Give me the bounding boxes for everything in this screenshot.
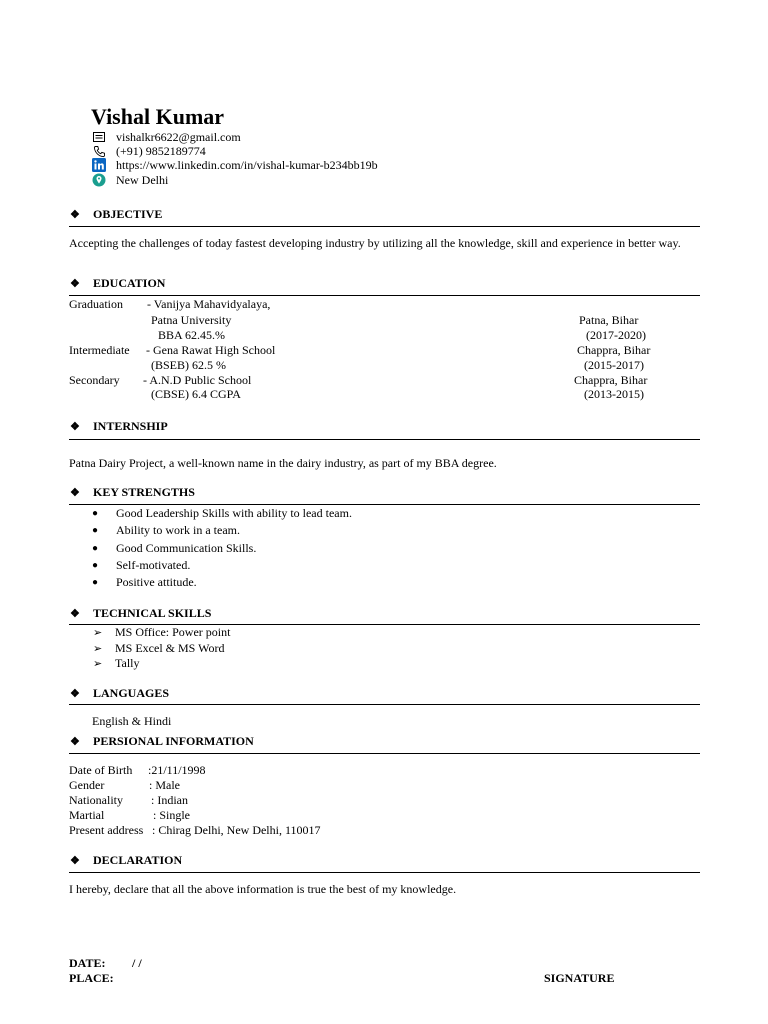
divider xyxy=(69,704,700,705)
bullet-icon: ● xyxy=(92,543,99,554)
contact-linkedin xyxy=(92,158,378,172)
section-heading-objective: ❖ OBJECTIVE xyxy=(70,207,163,221)
bullet-icon: ● xyxy=(92,560,99,571)
signature-label: SIGNATURE xyxy=(544,971,615,985)
edu-years-intermediate: (2015-2017) xyxy=(584,358,644,372)
list-item: ➢ Tally xyxy=(93,656,140,670)
location-text: New Delhi xyxy=(116,173,169,187)
info-label-dob: Date of Birth xyxy=(69,763,133,777)
divider xyxy=(69,872,700,873)
edu-years-graduation: (2017-2020) xyxy=(586,328,646,342)
languages-text: English & Hindi xyxy=(92,714,172,728)
declaration-text: I hereby, declare that all the above information is true the best of my knowledge. xyxy=(69,882,457,896)
section-heading-declaration: ❖ DECLARATION xyxy=(70,853,183,867)
contact-location xyxy=(92,173,168,187)
diamond-bullet-icon: ❖ xyxy=(70,736,80,748)
objective-text: Accepting the challenges of today fastest developing industry by utilizing all the knowledge, skill and experience in better way. xyxy=(69,236,681,250)
edu-level-secondary: Secondary xyxy=(69,373,120,387)
bullet-icon: ● xyxy=(92,577,99,588)
arrow-bullet-icon: ➢ xyxy=(93,658,103,670)
edu-institution-secondary: - A.N.D Public School xyxy=(143,373,252,387)
info-value-nationality: : Indian xyxy=(151,793,188,807)
edu-place-graduation: Patna, Bihar xyxy=(579,313,639,327)
edu-university: Patna University xyxy=(151,313,232,327)
list-item: ➢ MS Office: Power point xyxy=(93,625,231,639)
edu-level-intermediate: Intermediate xyxy=(69,343,130,357)
edu-years-secondary: (2013-2015) xyxy=(584,387,644,401)
edu-institution-intermediate: - Gena Rawat High School xyxy=(146,343,276,357)
section-heading-internship: ❖ INTERNSHIP xyxy=(70,419,168,433)
divider xyxy=(69,226,700,227)
edu-institution-graduation: - Vanijya Mahavidyalaya, xyxy=(147,297,271,311)
edu-place-secondary: Chappra, Bihar xyxy=(574,373,648,387)
place-label: PLACE: xyxy=(69,971,114,985)
info-label-address: Present address xyxy=(69,823,144,837)
bullet-icon: ● xyxy=(92,525,99,536)
section-heading-languages: ❖ LANGUAGES xyxy=(70,686,170,700)
section-heading-key-strengths: ❖ KEY STRENGTHS xyxy=(70,485,195,499)
info-value-address: : Chirag Delhi, New Delhi, 110017 xyxy=(152,823,321,837)
candidate-name: Vishal Kumar xyxy=(91,104,225,129)
linkedin-link[interactable]: https://www.linkedin.com/in/vishal-kumar-b234bb19b xyxy=(116,158,378,172)
contact-phone xyxy=(92,144,206,158)
divider xyxy=(69,753,700,754)
diamond-bullet-icon: ❖ xyxy=(70,278,80,290)
edu-score-secondary: (CBSE) 6.4 CGPA xyxy=(151,387,241,401)
bullet-icon: ● xyxy=(92,508,99,519)
divider xyxy=(69,295,700,296)
phone-number[interactable]: (+91) 9852189774 xyxy=(116,144,206,158)
info-label-gender: Gender xyxy=(69,778,105,792)
contact-email xyxy=(92,130,241,144)
info-value-dob: :21/11/1998 xyxy=(148,763,206,777)
diamond-bullet-icon: ❖ xyxy=(70,487,80,499)
edu-score-intermediate: (BSEB) 62.5 % xyxy=(151,358,226,372)
envelope-icon xyxy=(92,130,106,144)
list-item: ● Ability to work in a team. xyxy=(92,523,240,537)
section-heading-technical-skills: ❖ TECHNICAL SKILLS xyxy=(70,606,212,620)
phone-icon xyxy=(92,144,106,158)
internship-text: Patna Dairy Project, a well-known name in the dairy industry, as part of my BBA degree. xyxy=(69,456,497,470)
info-label-nationality: Nationality xyxy=(69,793,123,807)
list-item: ➢ MS Excel & MS Word xyxy=(93,641,225,655)
edu-score-graduation: BBA 62.45.% xyxy=(158,328,226,342)
edu-place-intermediate: Chappra, Bihar xyxy=(577,343,651,357)
section-heading-education: ❖ EDUCATION xyxy=(70,276,166,290)
arrow-bullet-icon: ➢ xyxy=(93,627,103,639)
info-value-martial: : Single xyxy=(153,808,191,822)
arrow-bullet-icon: ➢ xyxy=(93,643,103,655)
email-link[interactable]: vishalkr6622@gmail.com xyxy=(116,130,241,144)
diamond-bullet-icon: ❖ xyxy=(70,421,80,433)
list-item: ● Self-motivated. xyxy=(92,558,191,572)
section-heading-personal-information: ❖ PERSIONAL INFORMATION xyxy=(70,734,254,748)
linkedin-icon xyxy=(92,158,106,172)
info-label-martial: Martial xyxy=(69,808,105,822)
date-label: DATE: xyxy=(69,956,106,970)
divider xyxy=(69,504,700,505)
diamond-bullet-icon: ❖ xyxy=(70,688,80,700)
list-item: ● Good Communication Skills. xyxy=(92,541,257,555)
info-value-gender: : Male xyxy=(149,778,180,792)
list-item: ● Good Leadership Skills with ability to lead team. xyxy=(92,506,352,520)
location-pin-icon xyxy=(92,173,106,187)
list-item: ● Positive attitude. xyxy=(92,575,197,589)
diamond-bullet-icon: ❖ xyxy=(70,209,80,221)
edu-level-graduation: Graduation xyxy=(69,297,123,311)
divider xyxy=(69,439,700,440)
diamond-bullet-icon: ❖ xyxy=(70,855,80,867)
date-value: / / xyxy=(132,956,142,970)
diamond-bullet-icon: ❖ xyxy=(70,608,80,620)
